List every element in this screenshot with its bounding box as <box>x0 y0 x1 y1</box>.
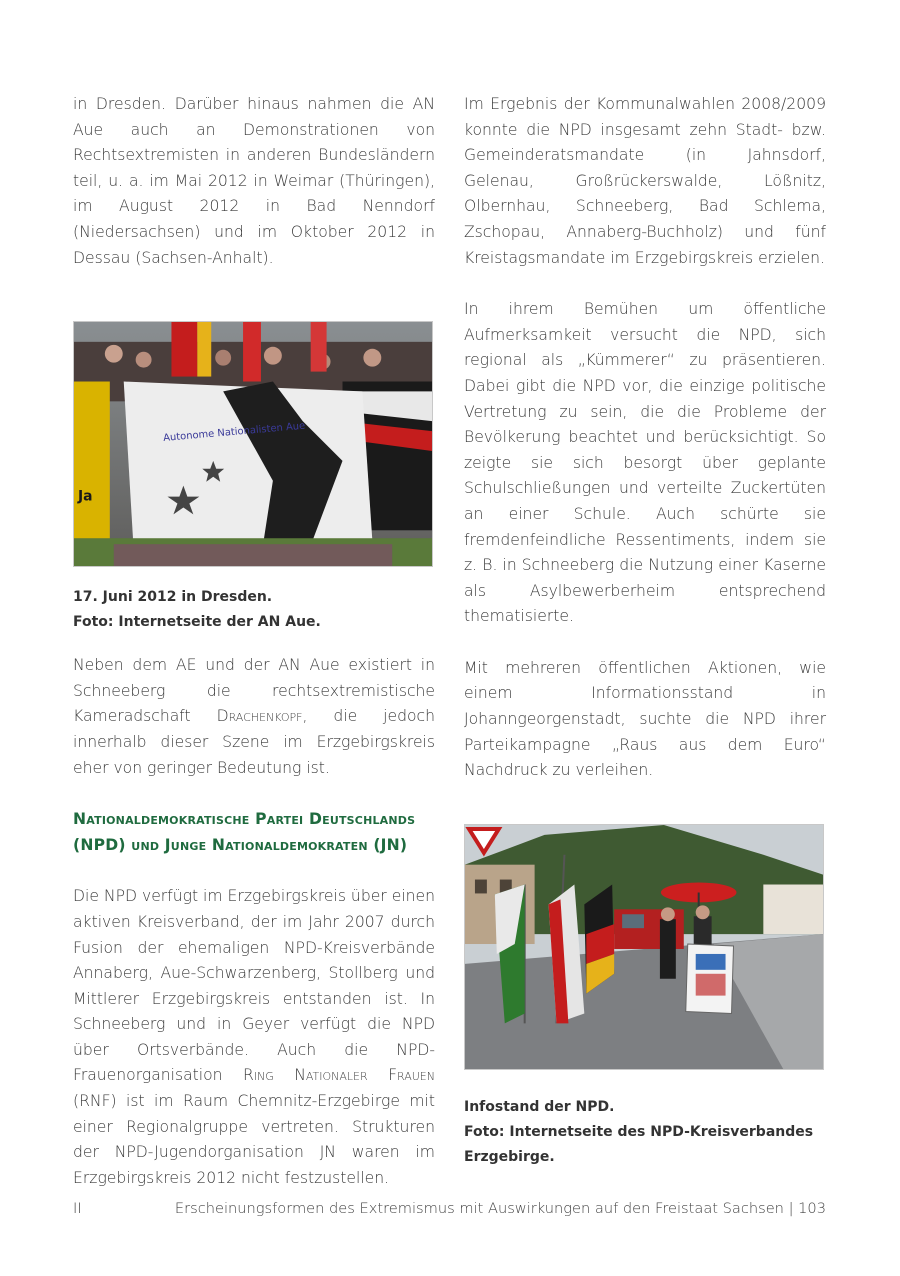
paragraph-drachenkopf <box>73 653 435 781</box>
paragraph-npd-text-a: Die NPD verfügt im Erzgebirgskreis über einen aktiven Kreisverband, der im Jahr 2007 durch Fusion der ehemaligen NPD-Kreisverbände Annaberg, Aue-Schwarzenberg, Stollberg und Mittlerer Erzgebirgskreis entstanden ist. In Schneeberg und in Geyer verfügt die NPD über Ortsverbände. Auch die NPD-Frauenorganisation <box>73 887 435 1085</box>
paragraph-kommunalwahlen: Im Ergebnis der Kommunalwahlen 2008/2009 konnte die NPD insgesamt zehn Stadt- bzw. Gemeinderatsmandate (in Jahnsdorf, Gelenau, Großrückerswalde, Lößnitz, Olbernhau, Schneeberg, Bad Schlema, Zschopau, Annaberg-Buchholz) und fünf Kreistagsmandate im Erzgebirgskreis erzielen. <box>464 95 826 267</box>
banner-text: Autonome Nationalisten Aue <box>162 420 306 445</box>
demonstration-image <box>74 322 432 566</box>
paragraph-drachenkopf-text-b: , die jedoch innerhalb dieser Szene im Erzgebirgskreis eher von geringer Bedeutung ist. <box>73 707 435 777</box>
paragraph-drachenkopf-text-a: Neben dem AE und der AN Aue existiert in Schneeberg die rechtsextremistische Kameradschaft <box>73 656 435 726</box>
caption-photo-2-source: Foto: Internetseite des NPD-Kreisverbandes <box>464 1123 814 1140</box>
footer-title-page-number: Erscheinungsformen des Extremismus mit Auswirkungen auf den Freistaat Sachsen | 103 <box>174 1200 826 1217</box>
rnf-name: Ring Nationaler Frauen <box>242 1066 435 1085</box>
right-column <box>464 92 826 1170</box>
kameradschaft-name: Drachenkopf <box>216 707 303 726</box>
caption-photo-1-source: Foto: Internetseite der AN Aue. <box>73 614 321 631</box>
caption-photo-2-source-cont: Erzgebirge. <box>464 1148 555 1165</box>
photo-infostand <box>464 824 824 1070</box>
page-footer <box>73 1198 826 1220</box>
paragraph-npd-kreisverband <box>73 884 435 1191</box>
section-heading-line-2: (NPD) und Junge Nationaldemokraten (JN) <box>73 835 408 854</box>
paragraph-an-aue-demonstrations: in Dresden. Darüber hinaus nahmen die AN Aue auch an Demonstrationen von Rechtsextremisten in anderen Bundesländern teil, u. a. im Mai 2012 in Weimar (Thüringen), im August 2012 in Bad Nenndorf (Niedersachsen) und im Oktober 2012 in Dessau (Sachsen-Anhalt). <box>73 95 435 267</box>
svg-text:Ja: Ja <box>77 488 93 505</box>
paragraph-aktionen: Mit mehreren öffentlichen Aktionen, wie einem Informationsstand in Johanngeorgenstadt, suchte die NPD ihrer Parteikampagne „Raus aus dem Euro“ Nachdruck zu verleihen. <box>464 658 826 780</box>
caption-photo-1-title: 17. Juni 2012 in Dresden. <box>73 589 273 606</box>
left-column <box>73 92 435 1191</box>
infostand-image <box>465 825 823 1069</box>
caption-photo-2-title: Infostand der NPD. <box>464 1098 615 1115</box>
paragraph-npd-text-b: (RNF) ist im Raum Chemnitz-Erzgebirge mit einer Regionalgruppe vertreten. Strukturen der NPD-Jugendorganisation JN waren im Erzgebirgskreis 2012 nicht festzustellen. <box>73 1092 435 1187</box>
section-heading-npd <box>73 807 435 858</box>
paragraph-kuemmerer: In ihrem Bemühen um öffentliche Aufmerksamkeit versucht die NPD, sich regional als „Kümmerer“ zu präsentieren. Dabei gibt die NPD vor, die einzige politische Vertretung zu sein, die die Probleme der Bevölkerung beachtet und berücksichtigt. So zeigte sie sich besorgt über geplante Schulschließungen und verteilte Zuckertüten an einer Schule. Auch schürte sie fremdenfeindliche Ressentiments, indem sie z. B. in Schneeberg die Nutzung einer Kaserne als Asylbewerberheim entsprechend thematisierte. <box>464 300 826 626</box>
footer-chapter-number: II <box>73 1200 82 1217</box>
photo-demonstration-dresden <box>73 321 433 567</box>
section-heading-line-1: Nationaldemokratische Partei Deutschlands <box>73 810 416 829</box>
